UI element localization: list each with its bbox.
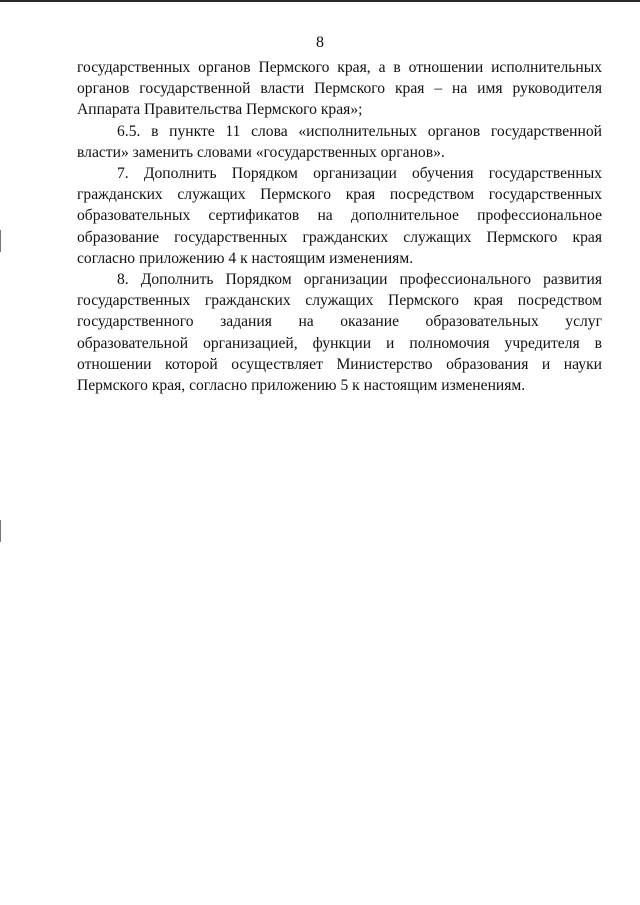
- scan-margin-mark: [0, 520, 1, 542]
- page-number: 8: [316, 34, 324, 51]
- paragraph-item-8: 8. Дополнить Порядком организации профессионального развития государственных гражданских служащих Пермского края посредством государственного задания на оказание образовательных услуг образовательной организацией, функции и полномочия учредителя в отношении которой осуществляет Министерство образования и науки Пермского края, согласно приложению 5 к настоящим изменениям.: [77, 271, 602, 395]
- scan-top-edge: [0, 0, 640, 2]
- paragraph-item-6-5: 6.5. в пункте 11 слова «исполнительных органов государственной власти» заменить словами «государственных органов».: [77, 122, 602, 161]
- scan-margin-mark: [0, 230, 1, 252]
- paragraph-continuation: государственных органов Пермского края, а в отношении исполнительных органов государственной власти Пермского края – на имя руководителя Аппарата Правительства Пермского края»;: [77, 59, 602, 119]
- paragraph-item-7: 7. Дополнить Порядком организации обучения государственных гражданских служащих Пермского края посредством государственных образовательных сертификатов на дополнительное профессиональное образование государственных гражданских служащих Пермского края согласно приложению 4 к настоящим изменениям.: [77, 165, 602, 267]
- document-body: [77, 57, 602, 396]
